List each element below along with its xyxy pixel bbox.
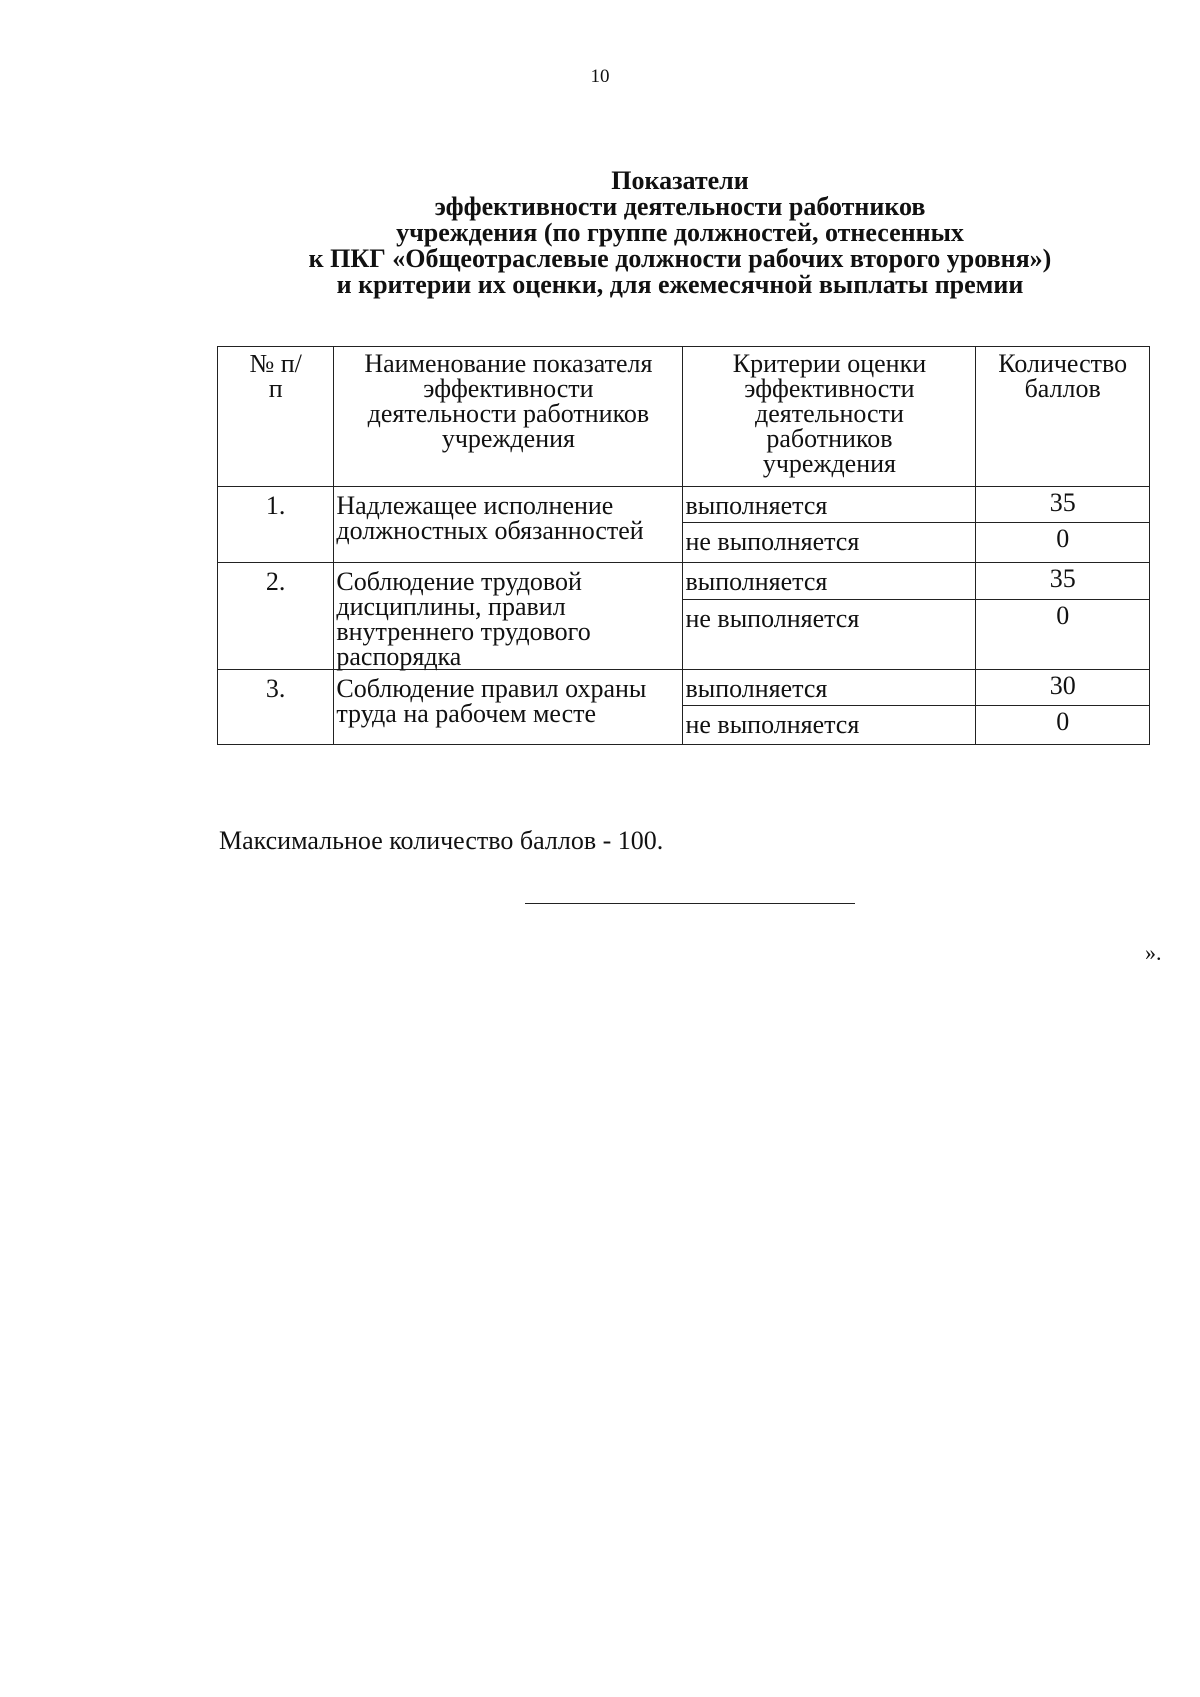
header-num: № п/п [218, 347, 334, 487]
criterion-cell: не выполняется [683, 706, 976, 745]
indicator-name: Соблюдение правил охраны труда на рабочем месте [334, 670, 683, 745]
title-line: учреждения (по группе должностей, отнесенных [396, 218, 964, 247]
title-line: эффективности деятельности работников [434, 192, 926, 221]
header-name: Наименование показателя эффективности деятельности работников учреждения [334, 347, 683, 487]
criterion-cell: не выполняется [683, 523, 976, 563]
indicator-name: Надлежащее исполнение должностных обязанностей [334, 487, 683, 563]
points-cell: 30 [976, 670, 1150, 706]
separator-line [525, 903, 855, 904]
criterion-cell: выполняется [683, 670, 976, 706]
title-line: Показатели [611, 166, 749, 195]
criterion-cell: не выполняется [683, 600, 976, 670]
table-row [218, 563, 1150, 600]
points-cell: 0 [976, 600, 1150, 670]
row-number: 3. [218, 670, 334, 745]
row-number: 2. [218, 563, 334, 670]
page-number: 10 [590, 66, 610, 87]
header-points: Количество баллов [976, 347, 1150, 487]
closing-quote: ». [1145, 940, 1162, 965]
table-row [218, 670, 1150, 706]
criterion-cell: выполняется [683, 487, 976, 523]
title-line: к ПКГ «Общеотраслевые должности рабочих второго уровня») [308, 244, 1052, 273]
points-cell: 0 [976, 523, 1150, 563]
title-line: и критерии их оценки, для ежемесячной выплаты премии [336, 270, 1024, 299]
header-criteria: Критерии оценки эффективности деятельности работников учреждения [683, 347, 976, 487]
indicator-name: Соблюдение трудовой дисциплины, правил внутреннего трудового распорядка [334, 563, 683, 670]
points-cell: 35 [976, 563, 1150, 600]
max-points-note: Максимальное количество баллов - 100. [219, 826, 664, 855]
points-cell: 35 [976, 487, 1150, 523]
points-cell: 0 [976, 706, 1150, 745]
document-title [200, 168, 1160, 298]
row-number: 1. [218, 487, 334, 563]
table-header-row [218, 347, 1150, 487]
criteria-table [217, 346, 1150, 745]
table-row [218, 487, 1150, 523]
criterion-cell: выполняется [683, 563, 976, 600]
